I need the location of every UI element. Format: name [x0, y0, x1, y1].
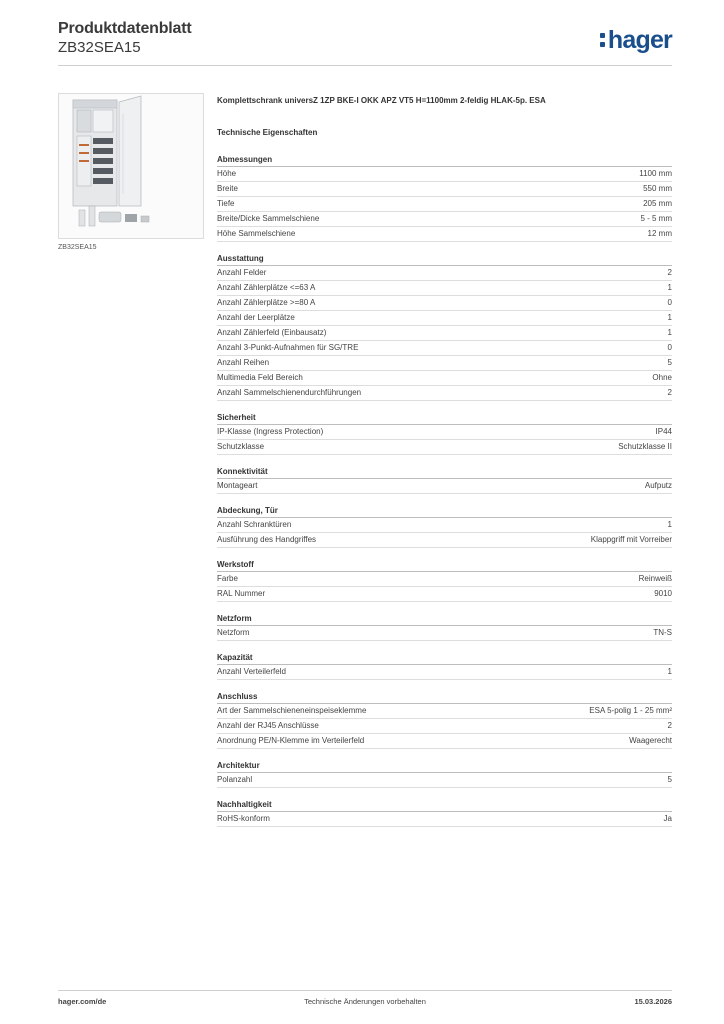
product-code: ZB32SEA15 [58, 39, 141, 56]
section-title: Nachhaltigkeit [217, 799, 672, 812]
spec-label: Anzahl der Leerplätze [217, 313, 295, 322]
spec-row [217, 572, 672, 587]
spec-row [217, 197, 672, 212]
spec-row [217, 734, 672, 749]
logo-text: hager [607, 26, 672, 54]
spec-value: 0 [667, 343, 672, 352]
logo-dots-icon [600, 33, 605, 49]
spec-value: 550 mm [643, 184, 672, 193]
section-title: Konnektivität [217, 466, 672, 479]
spec-label: Montageart [217, 481, 258, 490]
spec-row [217, 167, 672, 182]
spec-sections [217, 154, 672, 827]
footer-disclaimer: Technische Änderungen vorbehalten [304, 997, 426, 1006]
section-title: Anschluss [217, 691, 672, 704]
spec-row [217, 296, 672, 311]
spec-row [217, 665, 672, 680]
spec-value: 2 [667, 388, 672, 397]
spec-row [217, 479, 672, 494]
spec-value: 1 [667, 283, 672, 292]
spec-section [217, 559, 672, 602]
page-title: Produktdatenblatt [58, 20, 192, 37]
spec-row [217, 281, 672, 296]
hager-logo [600, 26, 672, 55]
image-caption: ZB32SEA15 [58, 244, 97, 251]
spec-value: 5 [667, 775, 672, 784]
spec-label: Netzform [217, 628, 250, 637]
spec-value: 2 [667, 721, 672, 730]
spec-label: Anordnung PE/N-Klemme im Verteilerfeld [217, 736, 365, 745]
tech-properties-title: Technische Eigenschaften [217, 128, 318, 137]
spec-value: 5 - 5 mm [640, 214, 672, 223]
spec-row [217, 227, 672, 242]
product-image [58, 93, 204, 239]
spec-row [217, 533, 672, 548]
spec-label: Anzahl Reihen [217, 358, 270, 367]
spec-section [217, 412, 672, 455]
spec-value: 1 [667, 667, 672, 676]
spec-section [217, 760, 672, 788]
spec-value: 1 [667, 313, 672, 322]
spec-value: Ohne [652, 373, 672, 382]
page-header [58, 20, 672, 66]
spec-label: Polanzahl [217, 775, 253, 784]
spec-value: 9010 [654, 589, 672, 598]
footer-website: hager.com/de [58, 997, 107, 1006]
spec-value: Aufputz [644, 481, 672, 490]
spec-value: TN-S [653, 628, 672, 637]
spec-label: Tiefe [217, 199, 235, 208]
spec-row [217, 626, 672, 641]
spec-label: RoHS-konform [217, 814, 270, 823]
spec-row [217, 518, 672, 533]
spec-row [217, 773, 672, 788]
spec-row [217, 440, 672, 455]
spec-value: 0 [667, 298, 672, 307]
section-title: Werkstoff [217, 559, 672, 572]
page-footer [58, 997, 672, 1009]
spec-label: Höhe [217, 169, 237, 178]
header-divider [58, 65, 672, 66]
section-title: Abdeckung, Tür [217, 505, 672, 518]
spec-label: RAL Nummer [217, 589, 266, 598]
spec-row [217, 386, 672, 401]
spec-section [217, 613, 672, 641]
spec-value: 2 [667, 268, 672, 277]
spec-row [217, 719, 672, 734]
spec-value: Klappgriff mit Vorreiber [590, 535, 672, 544]
spec-row [217, 266, 672, 281]
spec-label: IP-Klasse (Ingress Protection) [217, 427, 324, 436]
spec-section [217, 466, 672, 494]
spec-label: Ausführung des Handgriffes [217, 535, 317, 544]
spec-section [217, 652, 672, 680]
spec-label: Höhe Sammelschiene [217, 229, 296, 238]
section-title: Abmessungen [217, 154, 672, 167]
spec-row [217, 587, 672, 602]
spec-section [217, 799, 672, 827]
spec-value: Schutzklasse II [618, 442, 672, 451]
spec-section [217, 505, 672, 548]
spec-label: Art der Sammelschieneneinspeiseklemme [217, 706, 367, 715]
spec-content [217, 96, 672, 838]
spec-section [217, 154, 672, 242]
section-title: Ausstattung [217, 253, 672, 266]
spec-value: 1 [667, 520, 672, 529]
spec-row [217, 425, 672, 440]
spec-row [217, 812, 672, 827]
spec-label: Anzahl Zählerplätze <=63 A [217, 283, 316, 292]
spec-row [217, 704, 672, 719]
spec-label: Anzahl Sammelschienendurchführungen [217, 388, 362, 397]
spec-value: 5 [667, 358, 672, 367]
spec-value: 12 mm [647, 229, 672, 238]
spec-section [217, 691, 672, 749]
spec-value: ESA 5-polig 1 - 25 mm² [589, 706, 672, 715]
spec-section [217, 253, 672, 401]
spec-row [217, 341, 672, 356]
section-title: Kapazität [217, 652, 672, 665]
spec-row [217, 326, 672, 341]
spec-label: Farbe [217, 574, 238, 583]
spec-label: Multimedia Feld Bereich [217, 373, 303, 382]
section-title: Architektur [217, 760, 672, 773]
spec-value: IP44 [655, 427, 672, 436]
spec-label: Schutzklasse [217, 442, 265, 451]
spec-value: 1100 mm [639, 169, 672, 178]
section-title: Netzform [217, 613, 672, 626]
section-title: Sicherheit [217, 412, 672, 425]
spec-label: Anzahl 3-Punkt-Aufnahmen für SG/TRE [217, 343, 359, 352]
spec-row [217, 182, 672, 197]
product-description: Komplettschrank universZ 1ZP BKE-I OKK APZ VT5 H=1100mm 2-feldig HLAK-5p. ESA [217, 96, 546, 105]
spec-value: 1 [667, 328, 672, 337]
spec-label: Breite [217, 184, 238, 193]
spec-row [217, 356, 672, 371]
footer-date: 15.03.2026 [634, 997, 672, 1006]
spec-label: Anzahl Schranktüren [217, 520, 292, 529]
footer-divider [58, 990, 672, 991]
spec-label: Anzahl Verteilerfeld [217, 667, 286, 676]
spec-label: Anzahl Zählerplätze >=80 A [217, 298, 316, 307]
spec-label: Anzahl Zählerfeld (Einbausatz) [217, 328, 327, 337]
spec-value: Reinweiß [638, 574, 672, 583]
spec-label: Anzahl Felder [217, 268, 267, 277]
spec-label: Breite/Dicke Sammelschiene [217, 214, 320, 223]
spec-label: Anzahl der RJ45 Anschlüsse [217, 721, 319, 730]
cabinet-illustration [59, 94, 203, 238]
spec-value: Waagerecht [629, 736, 672, 745]
spec-row [217, 371, 672, 386]
spec-value: 205 mm [643, 199, 672, 208]
spec-row [217, 212, 672, 227]
spec-row [217, 311, 672, 326]
spec-value: Ja [663, 814, 672, 823]
